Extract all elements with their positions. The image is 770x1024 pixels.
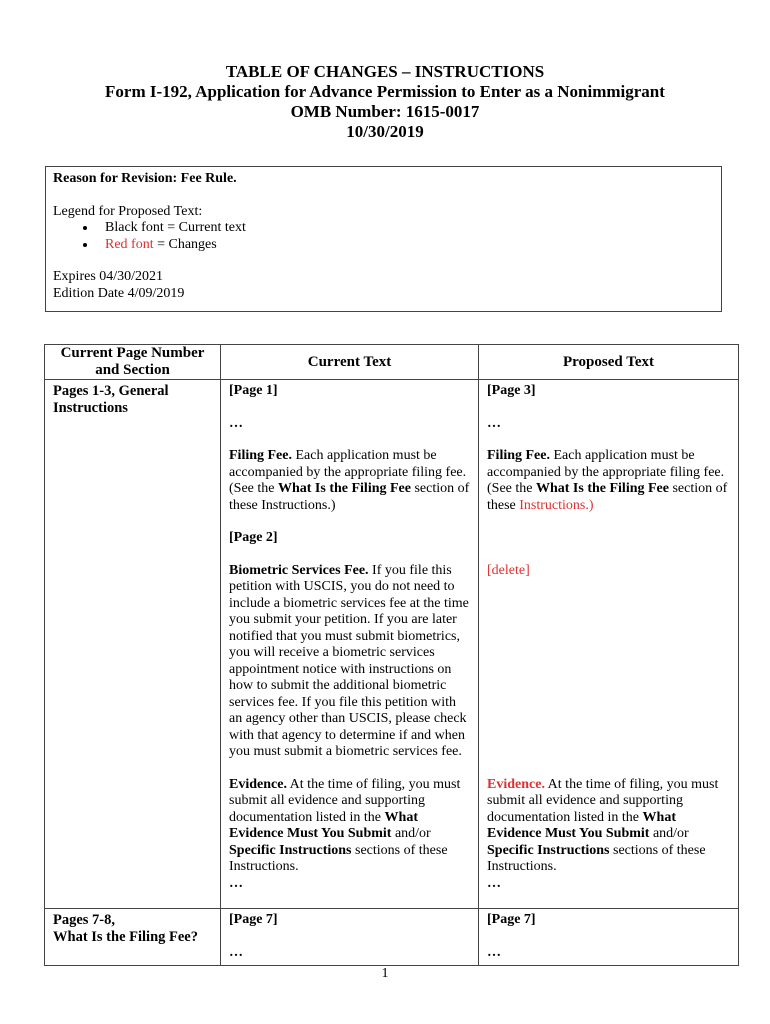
ellipsis: … [229,415,243,431]
row-section [45,909,221,966]
paragraph-text: Each application must be accompanied by the appropriate filing fee. (See the [487,448,725,496]
page-marker: [Page 7] [487,912,536,927]
legend-title: Legend for Proposed Text: [53,203,203,219]
paragraph-text: and/or [391,826,431,841]
legend-black-item: • Black font = Current text [97,220,714,237]
table-row [45,380,739,909]
bold-reference: Specific Instructions [229,842,352,858]
title-line-2: Form I-192, Application for Advance Permission to Enter as a Nonimmigrant [105,82,665,101]
ellipsis: … [229,944,243,960]
bold-heading: Filing Fee. [229,448,292,463]
bold-heading: Biometric Services Fee. [229,562,369,578]
header-section: Current Page Number and Section [45,345,221,380]
expires-date: Expires 04/30/2021 [53,269,164,284]
bold-reference: Specific Instructions [487,842,610,858]
delete-marker: [delete] [487,563,530,578]
paragraph-text: section of these [487,481,728,513]
paragraph-text: Each application must be accompanied by the appropriate filing fee. (See the [229,448,467,496]
proposed-text-cell [479,380,739,909]
section-pages: Pages 7-8, [53,912,116,928]
page-number: 1 [381,966,389,981]
current-evidence-paragraph [229,777,472,876]
bold-reference: What Evidence Must You Submit [487,809,676,841]
legend-red-label: Red font [105,236,154,252]
table-header-row [45,345,739,380]
title-line-1: TABLE OF CHANGES – INSTRUCTIONS [225,62,545,81]
paragraph-text: At the time of filing, you must submit all evidence and supporting documentation listed in the [229,776,461,825]
changed-heading: Evidence. [487,776,545,792]
title-line-4: 10/30/2019 [346,122,424,141]
paragraph-text: If you file this petition with USCIS, you do not need to include a biometric services fee at the time you submit your petition. If you are later notified that you must submit biometrics, you will receive a biometric services appointment notice with instructions on how to submit the additional biometric services fee. If you file this petition with an agency other than USCIS, please check with that agency to determine if and when you must submit a biometric services fee. [229,562,469,759]
bold-reference: What Evidence Must You Submit [229,809,418,841]
revision-info-box [45,166,722,312]
legend-red-desc: = Changes [153,236,217,252]
edition-date: Edition Date 4/09/2019 [53,285,185,301]
paragraph-text: section of these Instructions.) [229,481,470,513]
proposed-text-cell [479,909,739,966]
bold-heading: Evidence. [229,776,287,792]
proposed-evidence-paragraph [487,777,732,876]
proposed-filing-fee-paragraph [487,448,732,514]
document-title [0,62,770,142]
bold-reference: What Is the Filing Fee [535,481,669,496]
row-section: Pages 1-3, General Instructions [45,380,221,909]
page-marker: [Page 3] [487,383,536,398]
current-text-cell [221,909,479,966]
paragraph-text: sections of these Instructions. [487,842,706,874]
paragraph-text: At the time of filing, you must submit all evidence and supporting documentation listed in the [487,776,719,825]
page-marker: [Page 2] [229,530,278,545]
header-current-text: Current Text [221,345,479,380]
changed-text: Instructions.) [519,497,594,513]
title-line-3: OMB Number: 1615-0017 [290,102,480,121]
legend-list [53,220,714,253]
bold-reference: What Is the Filing Fee [277,481,411,496]
current-text-cell [221,380,479,909]
bold-heading: Filing Fee. [487,448,550,463]
legend-red-item [97,237,714,254]
section-title: What Is the Filing Fee? [53,929,198,945]
ellipsis: … [229,875,243,891]
paragraph-text: and/or [649,826,689,841]
revision-reason: Reason for Revision: Fee Rule. [53,171,237,186]
ellipsis: … [487,875,501,891]
page-marker: [Page 7] [229,912,278,927]
page-marker: [Page 1] [229,383,278,398]
header-proposed-text: Proposed Text [479,345,739,380]
changes-table [44,344,739,966]
ellipsis: … [487,415,501,431]
current-filing-fee-paragraph [229,448,472,514]
current-biometric-paragraph [229,563,472,761]
ellipsis: … [487,944,501,960]
table-row [45,909,739,966]
paragraph-text: sections of these Instructions. [229,842,448,874]
